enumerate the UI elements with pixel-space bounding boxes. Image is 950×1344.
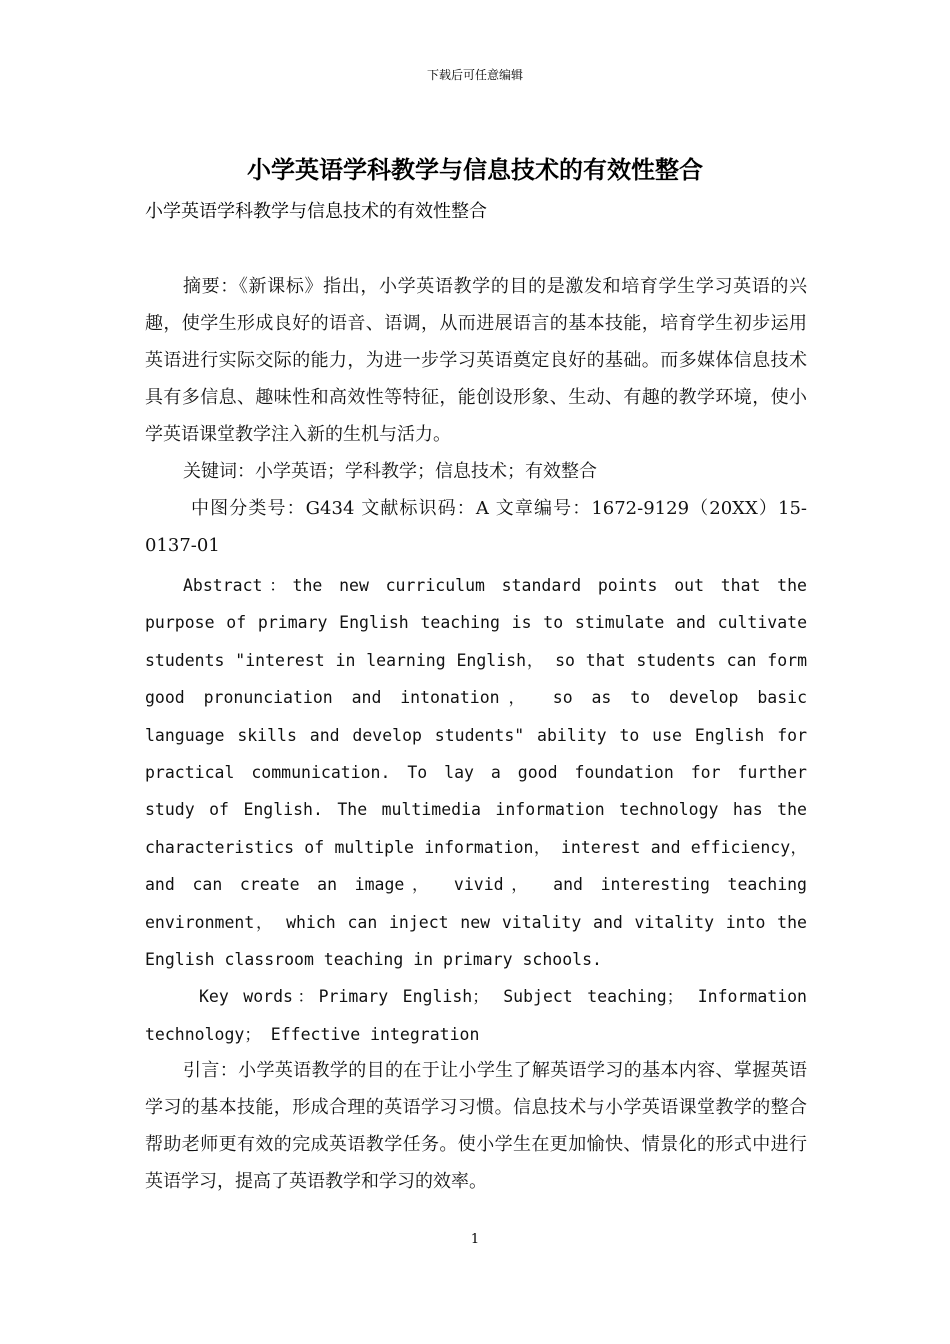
keywords-en: Key words：Primary English； Subject teaching； Information technology； Effective integration — [145, 987, 807, 1044]
keywords-cn: 关键词：小学英语；学科教学；信息技术；有效整合 — [183, 461, 597, 482]
introduction: 引言：小学英语教学的目的在于让小学生了解英语学习的基本内容、掌握英语学习的基本技能，形成合理的英语学习习惯。信息技术与小学英语课堂教学的整合帮助老师更有效的完成英语教学任务。使小学生在更加愉快、情景化的形式中进行英语学习，提高了英语教学和学习的效率。 — [145, 1060, 807, 1192]
abstract-en: Abstract：the new curriculum standard points out that the purpose of primary English teaching is to stimulate and cultivate students "interest in learning English， so that students can form good pronunciation and intonation， so as to develop basic language skills and develop students" ability to use English for practical communication. To lay a good foundation for further study of English. The multimedia information technology has the characteristics of multiple information， interest and efficiency， and can create an image， vivid， and interesting teaching environment， which can inject new vitality and vitality into the English classroom teaching in primary schools. — [145, 576, 807, 970]
abstract-cn: 摘要：《新课标》指出，小学英语教学的目的是激发和培育学生学习英语的兴趣，使学生形成良好的语音、语调，从而进展语言的基本技能，培育学生初步运用英语进行实际交际的能力，为进一步学习英语奠定良好的基础。而多媒体信息技术具有多信息、趣味性和高效性等特征，能创设形象、生动、有趣的教学环境，使小学英语课堂教学注入新的生机与活力。 — [145, 276, 807, 445]
page-number: 1 — [470, 1232, 480, 1247]
document-subtitle: 小学英语学科教学与信息技术的有效性整合 — [145, 201, 487, 222]
header-note: 下载后可任意编辑 — [426, 68, 523, 82]
classification-info: 中图分类号：G434 文献标识码：A 文章编号：1672-9129（20XX）15-0137-01 — [145, 498, 807, 556]
document-title: 小学英语学科教学与信息技术的有效性整合 — [247, 156, 703, 184]
english-abstract-section — [145, 567, 807, 1053]
introduction-section — [145, 1052, 807, 1200]
abstract-section — [145, 268, 807, 564]
